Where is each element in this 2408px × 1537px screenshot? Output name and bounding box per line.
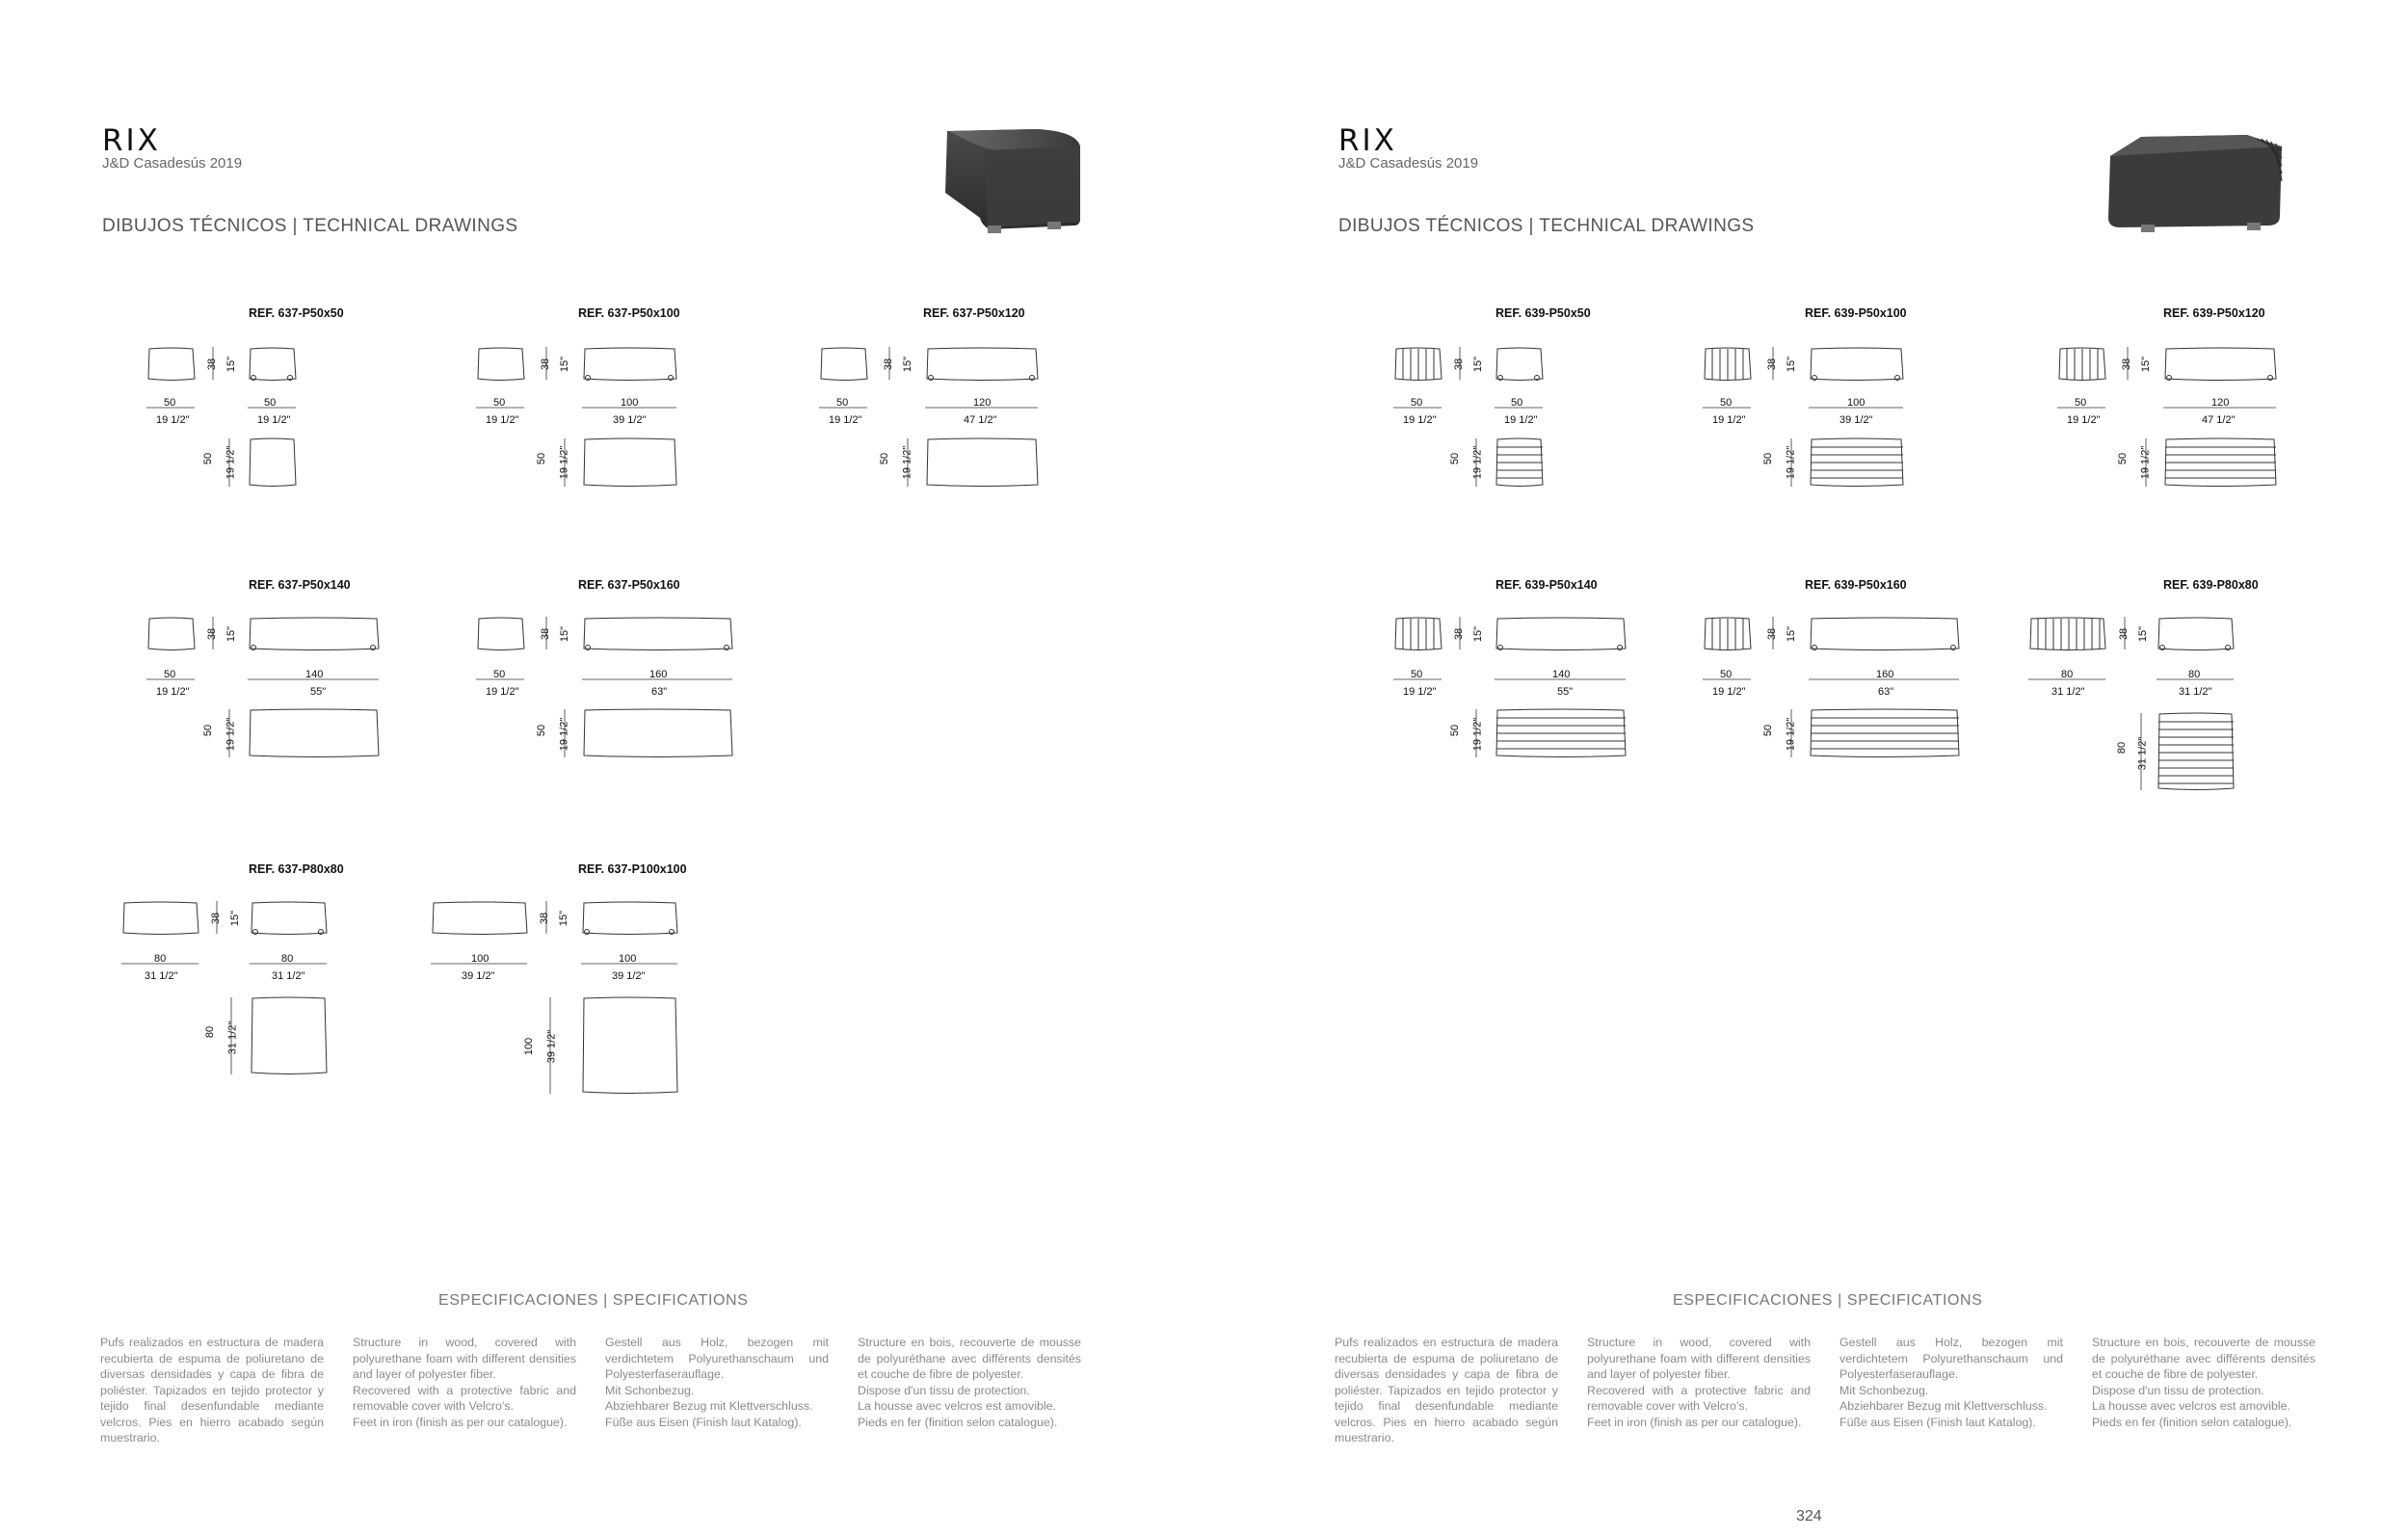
reference-code: REF. 637-P50x160: [578, 578, 680, 592]
depth-in: 19 1/2": [558, 445, 570, 480]
depth-cm: 50: [1762, 452, 1775, 465]
length-cm: 50: [264, 397, 277, 409]
length-cm: 50: [1511, 397, 1523, 409]
spec-text: Abziehbarer Bezug mit Klettverschluss.: [605, 1399, 813, 1413]
height-cm: 38: [1453, 358, 1466, 371]
top-view: [584, 438, 676, 487]
height-cm: 38: [1453, 627, 1466, 641]
spec-text: Recovered with a protective fabric and removable cover with Velcro's.: [353, 1383, 576, 1413]
reference-code: REF. 639-P50x140: [1495, 578, 1598, 592]
height-in: 15": [229, 910, 242, 927]
reference-code: REF. 639-P80x80: [2163, 578, 2259, 592]
drawing-637-p50x50: [146, 306, 358, 494]
side-view: [250, 618, 379, 650]
depth-in: 19 1/2": [225, 445, 237, 480]
technical-drawing: [2057, 306, 2346, 494]
top-view: [584, 709, 732, 757]
width-in: 31 1/2": [145, 970, 178, 982]
section-heading: DIBUJOS TÉCNICOS | TECHNICAL DRAWINGS: [1338, 216, 1755, 236]
technical-drawing: [119, 862, 360, 1103]
reference-code: REF. 637-P50x50: [249, 306, 344, 320]
technical-drawing: [476, 578, 746, 766]
height-in: 15": [558, 910, 570, 927]
depth-in: 19 1/2": [1785, 445, 1797, 480]
depth-in: 19 1/2": [901, 445, 913, 480]
spec-column-fr: [2092, 1335, 2315, 1430]
height-cm: 38: [2118, 627, 2130, 641]
width-in: 19 1/2": [2067, 414, 2101, 426]
width-in: 19 1/2": [1403, 686, 1437, 698]
reference-code: REF. 637-P80x80: [249, 862, 344, 876]
height-cm: 38: [539, 912, 551, 925]
depth-cm: 50: [536, 452, 548, 465]
reference-code: REF. 639-P50x160: [1805, 578, 1907, 592]
front-view: [478, 348, 524, 381]
width-cm: 80: [154, 953, 167, 965]
height-in: 15": [2137, 625, 2150, 643]
technical-drawing: [146, 306, 358, 494]
front-view: [148, 348, 195, 381]
reference-code: REF. 637-P50x100: [578, 306, 680, 320]
length-in: 19 1/2": [257, 414, 291, 426]
height-in: 15": [225, 625, 238, 643]
length-cm: 100: [1847, 397, 1866, 409]
length-in: 19 1/2": [1504, 414, 1538, 426]
depth-in: 19 1/2": [558, 717, 570, 752]
pouf-product-photo: [939, 125, 1094, 241]
spec-text: Recovered with a protective fabric and removable cover with Velcro's.: [1587, 1383, 1811, 1413]
spec-text: Mit Schonbezug.: [1839, 1383, 1929, 1397]
drawing-639-p50x50: [1393, 306, 1605, 494]
width-in: 19 1/2": [156, 686, 190, 698]
length-cm: 140: [1552, 669, 1571, 680]
spec-text: La housse avec velcros est amovible.: [858, 1399, 1056, 1413]
height-cm: 38: [883, 358, 895, 371]
catalogue-page-right: [1204, 0, 2408, 1537]
width-in: 39 1/2": [462, 970, 495, 982]
width-in: 19 1/2": [1712, 414, 1746, 426]
length-in: 55": [310, 686, 327, 698]
top-view: [250, 438, 296, 487]
spec-text: Structure in wood, covered with polyurethane foam with different densities and layer of polyester fiber.: [353, 1336, 576, 1381]
length-in: 47 1/2": [2202, 414, 2236, 426]
spec-text: Abziehbarer Bezug mit Klettverschluss.: [1839, 1399, 2048, 1413]
spec-text: Mit Schonbezug.: [605, 1383, 695, 1397]
front-view: [1395, 618, 1442, 650]
top-view: [2158, 713, 2234, 790]
width-cm: 80: [2061, 669, 2074, 680]
length-in: 39 1/2": [613, 414, 647, 426]
length-in: 55": [1557, 686, 1574, 698]
width-cm: 50: [493, 669, 506, 680]
designer-year: J&D Casadesús 2019: [1338, 155, 1479, 172]
height-in: 15": [1472, 625, 1485, 643]
drawing-637-p50x140: [146, 578, 397, 766]
spec-text: Structure in wood, covered with polyurethane foam with different densities and layer of polyester fiber.: [1587, 1336, 1811, 1381]
spec-column-en: [1587, 1335, 1811, 1430]
front-view: [1705, 618, 1751, 650]
spec-column-es: [100, 1335, 324, 1446]
spec-text: Dispose d'un tissu de protection.: [2092, 1383, 2264, 1397]
page-number: 324: [1796, 1508, 1822, 1524]
reference-code: REF. 639-P50x100: [1805, 306, 1907, 320]
height-cm: 38: [540, 358, 552, 371]
spec-text: Füße aus Eisen (Finish laut Katalog).: [1839, 1415, 2036, 1429]
depth-in: 19 1/2": [1471, 717, 1484, 752]
front-view: [2030, 618, 2105, 650]
width-cm: 50: [164, 397, 176, 409]
length-cm: 100: [619, 953, 637, 965]
top-view: [1811, 438, 1903, 487]
side-view: [1811, 348, 1903, 381]
depth-cm: 80: [2116, 741, 2129, 755]
height-cm: 38: [1766, 358, 1779, 371]
product-title: RIX: [1338, 123, 1397, 158]
length-cm: 140: [305, 669, 324, 680]
side-view: [1496, 348, 1543, 381]
depth-cm: 50: [2117, 452, 2130, 465]
reference-code: REF. 637-P50x120: [923, 306, 1025, 320]
width-in: 19 1/2": [486, 414, 519, 426]
width-cm: 50: [1411, 669, 1423, 680]
width-cm: 50: [2075, 397, 2087, 409]
section-heading: DIBUJOS TÉCNICOS | TECHNICAL DRAWINGS: [102, 216, 518, 236]
side-view: [583, 902, 677, 935]
top-view: [250, 709, 379, 757]
length-in: 39 1/2": [612, 970, 646, 982]
width-in: 19 1/2": [829, 414, 862, 426]
spec-text: Feet in iron (finish as per our catalogue).: [1587, 1415, 1802, 1429]
front-view: [1395, 348, 1442, 381]
top-view: [1496, 438, 1543, 487]
side-view: [584, 348, 676, 381]
height-cm: 38: [2121, 358, 2133, 371]
side-view: [2158, 618, 2234, 650]
spec-column-de: [1839, 1335, 2063, 1430]
depth-in: 31 1/2": [226, 1020, 239, 1055]
width-in: 19 1/2": [156, 414, 190, 426]
depth-in: 19 1/2": [2139, 445, 2152, 480]
depth-cm: 80: [204, 1025, 217, 1039]
reference-code: REF. 637-P100x100: [578, 862, 687, 876]
top-view: [927, 438, 1038, 487]
length-cm: 80: [2188, 669, 2201, 680]
front-view: [123, 902, 198, 935]
spec-text: Gestell aus Holz, bezogen mit verdichtetem Polyurethanschaum und Polyesterfaserauflage.: [1839, 1336, 2063, 1381]
reference-code: REF. 637-P50x140: [249, 578, 351, 592]
drawing-637-p80x80: [119, 862, 360, 1103]
height-cm: 38: [1766, 627, 1779, 641]
width-cm: 50: [836, 397, 849, 409]
front-view: [478, 618, 524, 650]
drawing-637-p100x100: [429, 862, 699, 1103]
side-view: [251, 902, 327, 935]
reference-code: REF. 639-P50x120: [2163, 306, 2265, 320]
depth-in: 31 1/2": [2136, 736, 2149, 771]
side-view: [584, 618, 732, 650]
height-in: 15": [902, 356, 914, 373]
drawing-639-p50x100: [1703, 306, 1953, 494]
length-in: 31 1/2": [2179, 686, 2212, 698]
height-in: 15": [2140, 356, 2153, 373]
length-in: 39 1/2": [1839, 414, 1873, 426]
top-view: [1811, 709, 1959, 757]
top-view: [251, 997, 327, 1074]
width-cm: 50: [1720, 397, 1733, 409]
front-view: [1705, 348, 1751, 381]
technical-drawing: [429, 862, 699, 1103]
product-title: RIX: [102, 123, 161, 158]
drawing-637-p50x100: [476, 306, 727, 494]
width-cm: 50: [164, 669, 176, 680]
front-view: [2059, 348, 2105, 381]
spec-text: Structure en bois, recouverte de mousse de polyuréthane avec différents densités et couche de fibre de polyester.: [2092, 1336, 2315, 1381]
width-in: 31 1/2": [2051, 686, 2085, 698]
technical-drawing: [1393, 306, 1605, 494]
reference-code: REF. 639-P50x50: [1495, 306, 1591, 320]
height-in: 15": [559, 625, 571, 643]
depth-in: 19 1/2": [1471, 445, 1484, 480]
spec-text: Feet in iron (finish as per our catalogue).: [353, 1415, 568, 1429]
length-cm: 120: [2211, 397, 2230, 409]
width-cm: 100: [471, 953, 490, 965]
height-in: 15": [1786, 625, 1798, 643]
drawing-639-p50x120: [2057, 306, 2346, 494]
height-cm: 38: [206, 627, 219, 641]
spec-text: Dispose d'un tissu de protection.: [858, 1383, 1030, 1397]
designer-year: J&D Casadesús 2019: [102, 155, 243, 172]
width-in: 19 1/2": [1403, 414, 1437, 426]
drawing-637-p50x160: [476, 578, 746, 766]
depth-cm: 50: [879, 452, 891, 465]
spec-text: Füße aus Eisen (Finish laut Katalog).: [605, 1415, 802, 1429]
height-cm: 38: [210, 912, 223, 925]
height-in: 15": [1472, 356, 1485, 373]
technical-drawing: [819, 306, 1108, 494]
length-in: 63": [651, 686, 668, 698]
spec-column-fr: [858, 1335, 1081, 1430]
depth-in: 19 1/2": [1785, 717, 1797, 752]
spec-text: La housse avec velcros est amovible.: [2092, 1399, 2290, 1413]
spec-column-de: [605, 1335, 829, 1430]
drawing-639-p50x160: [1703, 578, 1972, 766]
spec-text: Gestell aus Holz, bezogen mit verdichtetem Polyurethanschaum und Polyesterfaserauflage.: [605, 1336, 829, 1381]
width-in: 19 1/2": [486, 686, 519, 698]
technical-drawing: [1703, 578, 1972, 766]
height-cm: 38: [206, 358, 219, 371]
spec-text: Pufs realizados en estructura de madera recubierta de espuma de poliuretano de diversas densidades y capa de fibra de poliéster. Tapizados en tejido protector y tejido final desenfundable mediante velcros. Pies en hierro acabado según muestrario.: [1335, 1336, 1558, 1444]
width-in: 19 1/2": [1712, 686, 1746, 698]
side-view: [2165, 348, 2276, 381]
spec-column-es: [1335, 1335, 1558, 1446]
top-view: [1496, 709, 1626, 757]
depth-cm: 100: [523, 1037, 536, 1056]
front-view: [821, 348, 867, 381]
depth-cm: 50: [536, 724, 548, 737]
height-in: 15": [1786, 356, 1798, 373]
specifications-heading: ESPECIFICACIONES | SPECIFICATIONS: [1673, 1292, 1983, 1309]
length-cm: 80: [281, 953, 294, 965]
length-cm: 160: [1876, 669, 1894, 680]
length-cm: 100: [621, 397, 639, 409]
drawing-639-p80x80: [2028, 578, 2289, 819]
side-view: [1496, 618, 1626, 650]
technical-drawing: [1703, 306, 1953, 494]
technical-drawing: [476, 306, 727, 494]
width-cm: 50: [1720, 669, 1733, 680]
length-in: 31 1/2": [272, 970, 305, 982]
depth-in: 19 1/2": [225, 717, 237, 752]
technical-drawing: [146, 578, 397, 766]
technical-drawing: [2028, 578, 2289, 819]
depth-cm: 50: [1449, 724, 1462, 737]
side-view: [250, 348, 296, 381]
drawing-639-p50x140: [1393, 578, 1644, 766]
drawing-637-p50x120: [819, 306, 1108, 494]
spec-text: Pufs realizados en estructura de madera recubierta de espuma de poliuretano de diversas densidades y capa de fibra de poliéster. Tapizados en tejido protector y tejido final desenfundable mediante velcros. Pies en hierro acabado según muestrario.: [100, 1336, 324, 1444]
depth-cm: 50: [1762, 724, 1775, 737]
front-view: [148, 618, 195, 650]
spec-text: Structure en bois, recouverte de mousse de polyuréthane avec différents densités et couche de fibre de polyester.: [858, 1336, 1081, 1381]
height-in: 15": [559, 356, 571, 373]
depth-cm: 50: [202, 452, 215, 465]
depth-cm: 50: [1449, 452, 1462, 465]
length-in: 47 1/2": [964, 414, 997, 426]
depth-cm: 50: [202, 724, 215, 737]
width-cm: 50: [1411, 397, 1423, 409]
top-view: [583, 997, 677, 1094]
front-view: [433, 902, 527, 935]
side-view: [927, 348, 1038, 381]
length-cm: 120: [973, 397, 992, 409]
height-cm: 38: [540, 627, 552, 641]
height-in: 15": [225, 356, 238, 373]
technical-drawing: [1393, 578, 1644, 766]
width-cm: 50: [493, 397, 506, 409]
spec-column-en: [353, 1335, 576, 1430]
spec-text: Pieds en fer (finition selon catalogue).: [858, 1415, 1058, 1429]
spec-text: Pieds en fer (finition selon catalogue).: [2092, 1415, 2292, 1429]
top-view: [2165, 438, 2276, 487]
length-cm: 160: [649, 669, 668, 680]
depth-in: 39 1/2": [545, 1029, 558, 1064]
side-view: [1811, 618, 1959, 650]
length-in: 63": [1878, 686, 1894, 698]
specifications-heading: ESPECIFICACIONES | SPECIFICATIONS: [438, 1292, 749, 1309]
pouf-product-photo: [2103, 125, 2286, 241]
